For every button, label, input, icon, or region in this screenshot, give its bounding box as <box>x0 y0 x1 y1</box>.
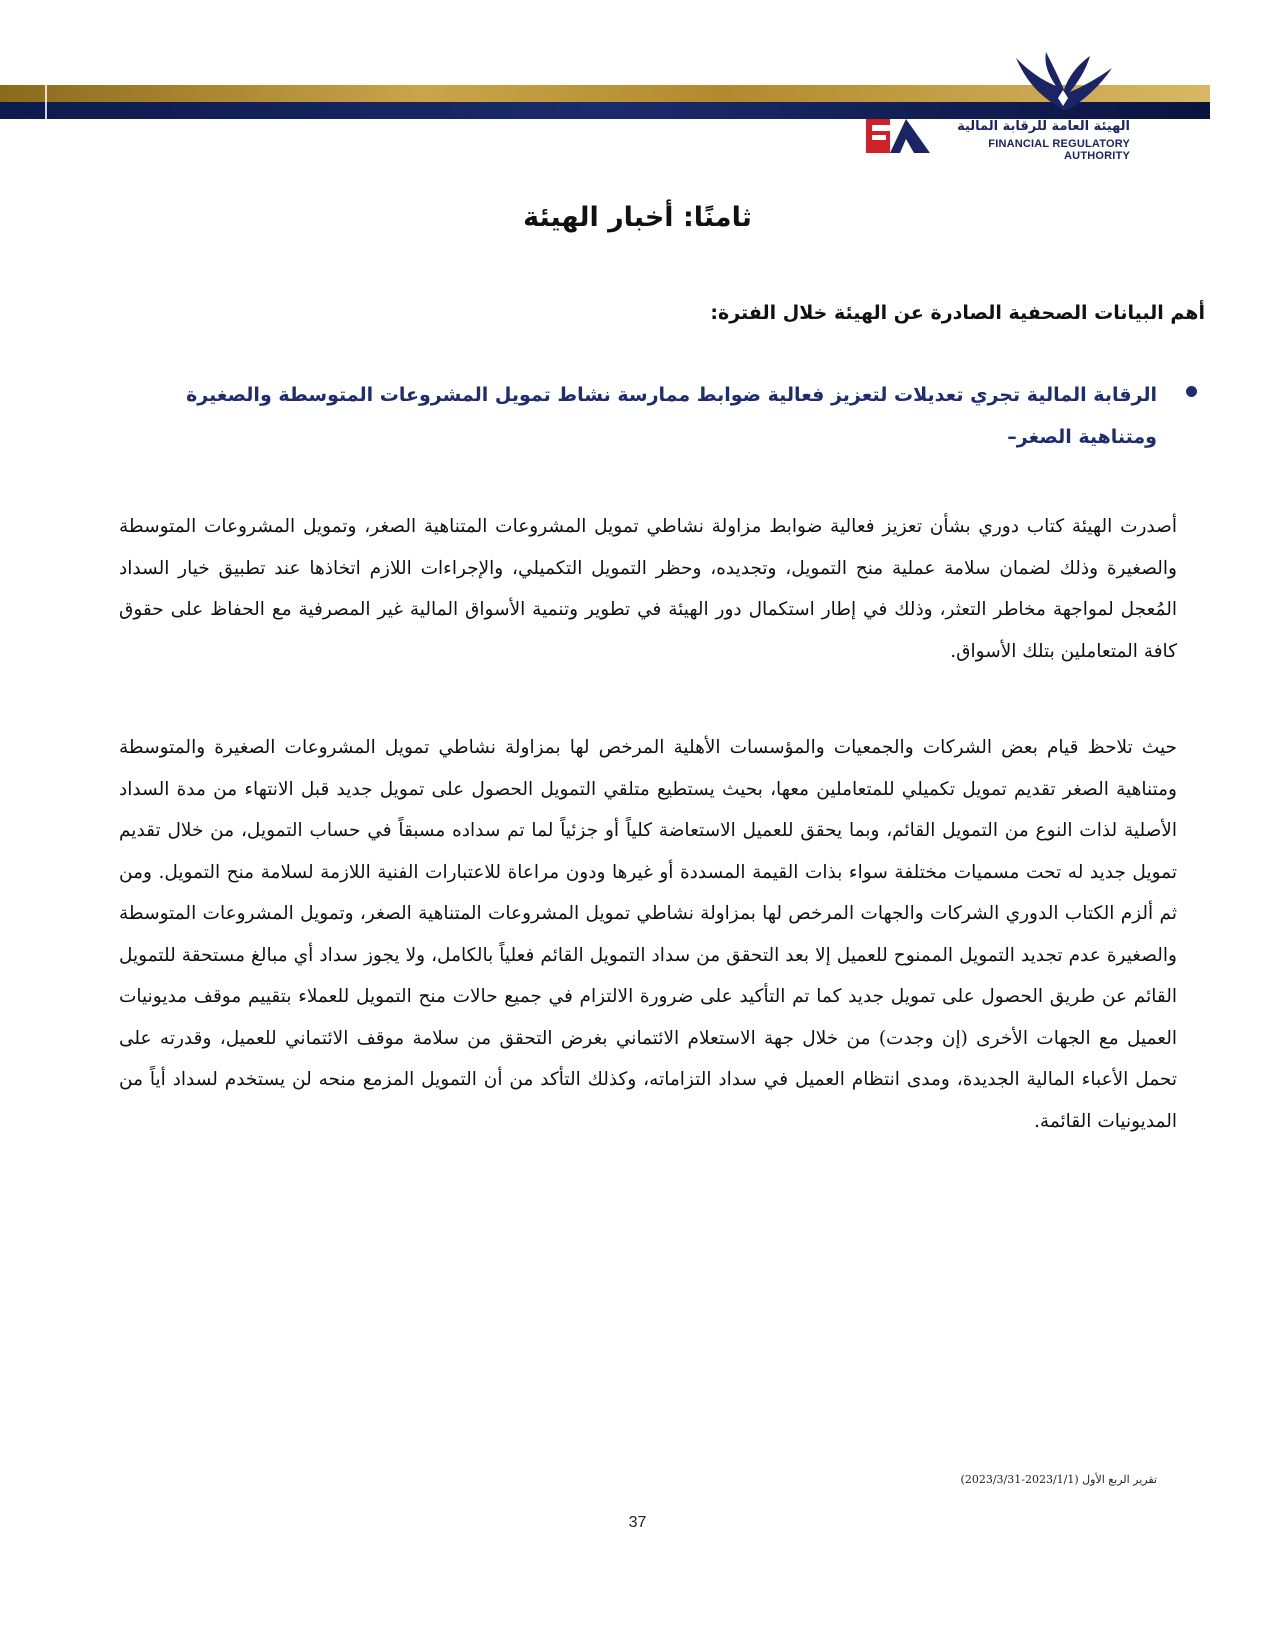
header-divider <box>45 85 47 119</box>
page-number: 37 <box>628 1514 647 1531</box>
report-footnote: تقرير الربع الأول (2023/1/1-2023/3/31) <box>960 1473 1157 1486</box>
paragraph-1: أصدرت الهيئة كتاب دوري بشأن تعزيز فعالية ضوابط مزاولة نشاطي تمويل المشروعات المتناهية الصغر، وتمويل المشروعات المتوسطة والصغيرة وذلك لضمان سلامة عملية منح التمويل، وتجديده، وحظر التمويل التكميلي، والإجراءات اللازم اتخاذها عند تطبيق خيار السداد المُعجل لمواجهة مخاطر التعثر، وذلك في إطار استكمال دور الهيئة في تطوير وتنمية الأسواق المالية غير المصرفية مع الحفاظ على حقوق كافة المتعاملين بتلك الأسواق. <box>119 516 1177 662</box>
paragraph-2: حيث تلاحظ قيام بعض الشركات والجمعيات والمؤسسات الأهلية المرخص لها بمزاولة نشاطي تمويل المشروعات الصغيرة والمتوسطة ومتناهية الصغر تقديم تمويل تكميلي للمتعاملين معها، بحيث يستطيع متلقي التمويل الحصول على تمويل جديد قبل الانتهاء من مدة السداد الأصلية لذات النوع من التمويل القائم، وبما يحقق للعميل الاستعاضة كلياً أو جزئياً لما تم سداده مسبقاً في حساب التمويل، من خلال تقديم تمويل جديد له تحت مسميات مختلفة سواء بذات القيمة المسددة أو غيرها ودون مراعاة للاعتبارات الفنية اللازمة لسلامة منح التمويل. ومن ثم ألزم الكتاب الدوري الشركات والجهات المرخص لها بمزاولة نشاطي تمويل المشروعات المتناهية الصغر، وتمويل المشروعات المتوسطة والصغيرة عدم تجديد التمويل الممنوح للعميل إلا بعد التحقق من سداد التمويل القائم فعلياً بالكامل، ولا يجوز سداد أي مبالغ مستحقة للتمويل القائم عن طريق الحصول على تمويل جديد كما تم التأكيد على ضرورة الالتزام في جميع حالات منح التمويل للعملاء بتقييم موقف مديونيات العميل مع الجهات الأخرى (إن وجدت) من خلال جهة الاستعلام الائتماني بغرض التحقق من سلامة موقف الائتماني للعميل، وقدرته على تحمل الأعباء المالية الجديدة، ومدى انتظام العميل في سداد التزاماته، وكذلك التأكد من أن التمويل المزمع منحه لن يستخدم لسداد أياً من المديونيات القائمة. <box>119 737 1177 1132</box>
org-name-arabic: الهيئة العامة للرقابة المالية <box>957 119 1130 134</box>
org-name-english: FINANCIAL REGULATORY AUTHORITY <box>988 138 1130 162</box>
section-title: ثامنًا: أخبار الهيئة <box>523 202 752 233</box>
fra-logo <box>860 50 1130 165</box>
subtitle: أهم البيانات الصحفية الصادرة عن الهيئة خلال الفترة: <box>710 302 1205 324</box>
eagle-icon <box>1008 50 1118 118</box>
bullet-heading: الرقابة المالية تجري تعديلات لتعزيز فعالية ضوابط ممارسة نشاط تمويل المشروعات المتوسطة والصغيرة ومتناهية الصغر– <box>186 384 1157 448</box>
bullet-icon <box>1186 386 1197 397</box>
